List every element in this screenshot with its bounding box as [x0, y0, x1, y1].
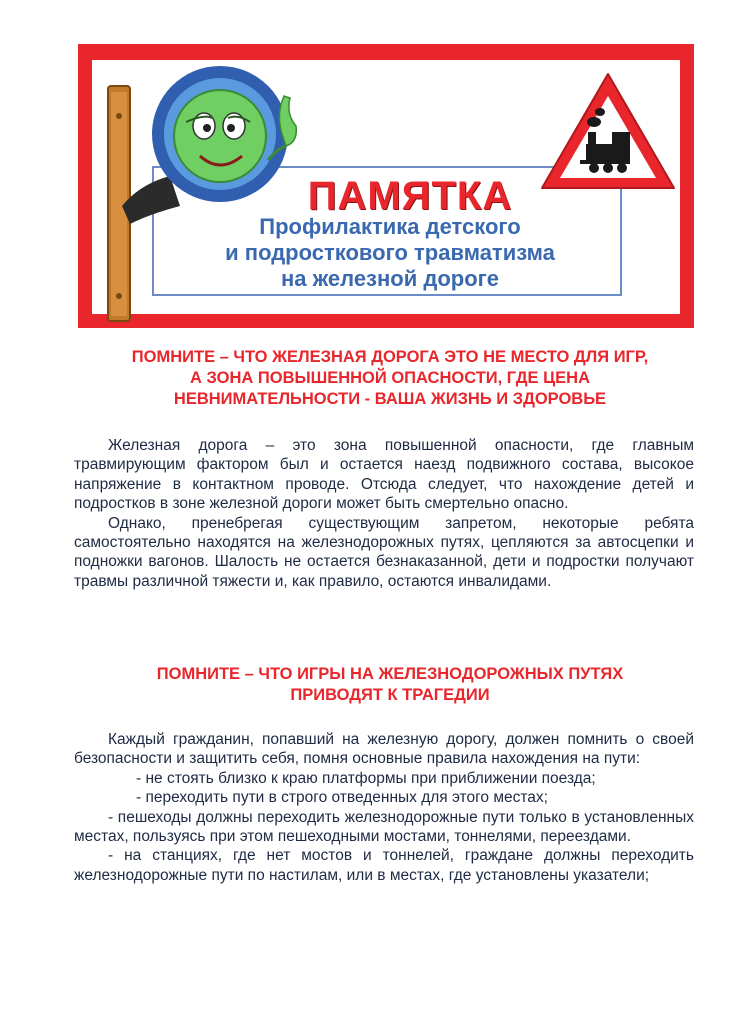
rule-item: - переходить пути в строго отведенных для этого местах; [136, 789, 548, 807]
paragraph: Однако, пренебрегая существующим запретом, некоторые ребята самостоятельно находятся на железнодорожных путях, цепляются за автосцепки и подножки вагонов. Шалость не остается безнаказанной, дети и подростки получают травмы различной тяжести и, как правило, остаются инвалидами. [74, 514, 694, 590]
heading-line: НЕВНИМАТЕЛЬНОСТИ - ВАША ЖИЗНЬ И ЗДОРОВЬЕ [173, 390, 607, 408]
heading-line: ПРИВОДЯТ К ТРАГЕДИИ [290, 686, 490, 704]
heading-line: ПОМНИТЕ – ЧТО ИГРЫ НА ЖЕЛЕЗНОДОРОЖНЫХ ПУТЯХ [156, 665, 624, 683]
rule-item: - не стоять близко к краю платформы при приближении поезда; [136, 769, 596, 787]
subtitle-line: и подросткового травматизма [225, 240, 555, 265]
section-heading-1 [70, 347, 710, 410]
page-subtitle [160, 214, 620, 292]
section-heading-2 [70, 664, 710, 706]
heading-line: ПОМНИТЕ – ЧТО ЖЕЛЕЗНАЯ ДОРОГА ЭТО НЕ МЕСТО ДЛЯ ИГР, [131, 348, 649, 366]
rule-item: - на станциях, где нет мостов и тоннелей, граждане должны переходить железнодорожные пути по настилам, или в местах, где установлены указатели; [74, 847, 694, 884]
subtitle-line: на железной дороге [280, 266, 500, 291]
heading-line: А ЗОНА ПОВЫШЕННОЙ ОПАСНОСТИ, ГДЕ ЦЕНА [190, 369, 590, 387]
section-1-text [74, 436, 694, 591]
paragraph: Железная дорога – это зона повышенной опасности, где главным травмирующим фактором был и остается наезд подвижного состава, высокое напряжение в контактном проводе. Отсюда следует, что нахождение детей и подростков в зоне железной дороги может быть смертельно опасно. [74, 437, 694, 513]
page-title: ПАМЯТКА [307, 174, 513, 218]
subtitle-line: Профилактика детского [259, 214, 521, 239]
paragraph: Каждый гражданин, попавший на железную дорогу, должен помнить о своей безопасности и защитить себя, помня основные правила нахождения на пути: [74, 731, 694, 768]
rule-item: - пешеходы должны переходить железнодорожные пути только в установленных местах, пользуясь при этом пешеходными мостами, тоннелями, переездами. [74, 808, 694, 846]
section-2-text [74, 730, 694, 885]
